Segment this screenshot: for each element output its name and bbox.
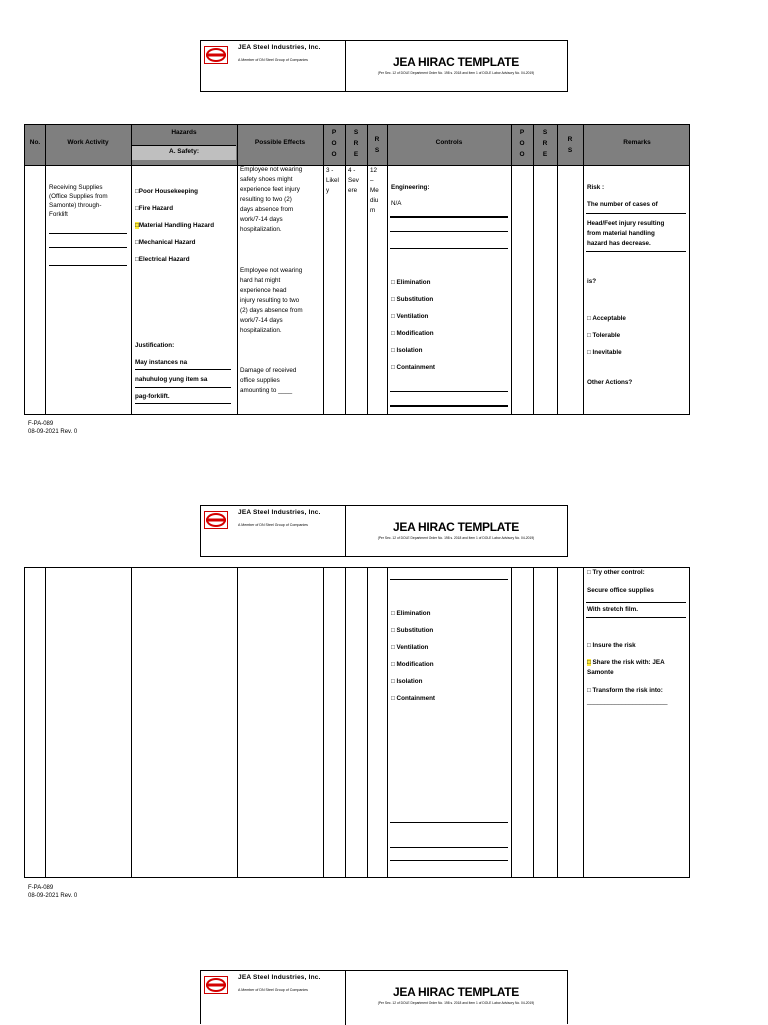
engineering-label: Engineering: [391, 184, 430, 191]
document-basis: (Per Sec. 12 of DOLE Department Order No. 198 s. 2018 and Item 1 of DOLE Labor Advisory No. 04-2019) [377, 1001, 535, 1005]
col-rs: R S [374, 136, 380, 154]
try-other-control: □ Try other control: [587, 569, 645, 576]
company-name: JEA Steel Industries, Inc. [238, 974, 321, 981]
effect-feet: Employee not wearing safety shoes might experience feet injury resulting to two (2) days absence from work/7-14 days hospitalization. [240, 166, 303, 233]
option-inevitable: □ Inevitable [587, 349, 622, 356]
other-actions-label: Other Actions? [587, 379, 633, 386]
col-no: No. [29, 139, 41, 146]
hirac-table-page1 [24, 124, 690, 415]
severity-value: 4 - Sev ere [348, 167, 359, 194]
footer-page2: F-PA-089 08-09-2021 Rev. 0 [28, 885, 78, 899]
company-cell [201, 506, 346, 556]
company-name: JEA Steel Industries, Inc. [238, 509, 321, 516]
controls-checklist [391, 274, 435, 376]
control-item: □ Ventilation [391, 644, 429, 651]
control-item: □ Modification [391, 330, 434, 337]
member-text: A Member of DN Steel Group of Companies [238, 988, 308, 992]
control-item: □ Containment [391, 364, 436, 371]
col-work-activity: Work Activity [67, 139, 109, 146]
document-title: JEA HIRAC TEMPLATE [393, 520, 519, 534]
company-name: JEA Steel Industries, Inc. [238, 44, 321, 51]
col-hazards: Hazards [171, 129, 197, 136]
risk-label: Risk : [587, 184, 605, 191]
company-cell [201, 41, 346, 91]
company-cell [201, 971, 346, 1025]
member-text: A Member of DN Steel Group of Companies [238, 523, 308, 527]
effect-damage: Damage of received office supplies amounting to ____ [240, 367, 297, 394]
control-item: □ Elimination [391, 279, 431, 286]
col-poo: P O O [331, 129, 337, 158]
document-header [200, 505, 568, 557]
jea-logo-icon [204, 46, 228, 64]
hazard-item: □Mechanical Hazard [135, 239, 196, 246]
col-possible-effects: Possible Effects [254, 139, 306, 146]
probability-value: 3 - Likel y [326, 167, 339, 194]
try-other-line: With stretch film. [587, 606, 639, 613]
work-activity-text: Receiving Supplies (Office Supplies from Samonte) through- Forklift [49, 184, 108, 218]
jea-logo-icon [204, 976, 228, 994]
footer-page1: F-PA-089 08-09-2021 Rev. 0 [28, 421, 78, 435]
document-header [200, 970, 568, 1024]
document-basis: (Per Sec. 12 of DOLE Department Order No. 198 s. 2018 and Item 1 of DOLE Labor Advisory No. 04-2019) [377, 536, 535, 540]
engineering-value: N/A [391, 200, 402, 207]
hazard-item: □Fire Hazard [135, 205, 174, 212]
share-risk: □ Share the risk with: JEA Samonte [587, 659, 665, 676]
transform-risk: □ Transform the risk into: [587, 687, 663, 694]
transform-blank: _______________________ [587, 698, 668, 705]
col-controls: Controls [435, 139, 463, 146]
hazard-item: □Poor Housekeeping [135, 188, 198, 195]
hirac-table-page2 [24, 567, 690, 878]
option-acceptable: □ Acceptable [587, 315, 626, 322]
risk-score-value: 12 – Me diu m [370, 167, 379, 214]
control-item: □ Containment [391, 695, 436, 702]
col-sre-2: S R E [542, 129, 548, 158]
hazard-item: □Electrical Hazard [135, 256, 190, 263]
risk-lines: Head/Feet injury resulting from material handling hazard has decrease. [587, 220, 665, 247]
hazard-item: □Material Handling Hazard [135, 222, 215, 229]
col-safety: A. Safety: [169, 148, 199, 155]
controls-checklist [391, 605, 435, 707]
col-remarks: Remarks [623, 139, 651, 146]
control-item: □ Substitution [391, 627, 434, 634]
col-sre: S R E [353, 129, 359, 158]
document-title: JEA HIRAC TEMPLATE [393, 985, 519, 999]
col-poo-2: P O O [519, 129, 525, 158]
risk-line: The number of cases of [587, 201, 658, 208]
jea-logo-icon [204, 511, 228, 529]
option-tolerable: □ Tolerable [587, 332, 621, 339]
document-title: JEA HIRAC TEMPLATE [393, 55, 519, 69]
control-item: □ Ventilation [391, 313, 429, 320]
acceptability-options [587, 310, 626, 361]
document-basis: (Per Sec. 12 of DOLE Department Order No. 198 s. 2018 and Item 1 of DOLE Labor Advisory No. 04-2019) [377, 71, 535, 75]
hazards-list [135, 183, 239, 268]
control-item: □ Isolation [391, 678, 423, 685]
member-text: A Member of DN Steel Group of Companies [238, 58, 308, 62]
is-label: is? [587, 278, 597, 285]
control-item: □ Isolation [391, 347, 423, 354]
control-item: □ Elimination [391, 610, 431, 617]
effect-head: Employee not wearing hard hat might experience head injury resulting to two (2) days absence from work/7-14 days hospitalization. [240, 267, 303, 334]
try-other-line: Secure office supplies [587, 587, 654, 594]
insure-risk: □ Insure the risk [587, 642, 636, 649]
col-rs-2: R S [567, 136, 573, 154]
control-item: □ Substitution [391, 296, 434, 303]
justification: Justification: May instances na nahuhulog yung item sa pag-forklift. [135, 342, 208, 400]
document-header [200, 40, 568, 92]
control-item: □ Modification [391, 661, 434, 668]
